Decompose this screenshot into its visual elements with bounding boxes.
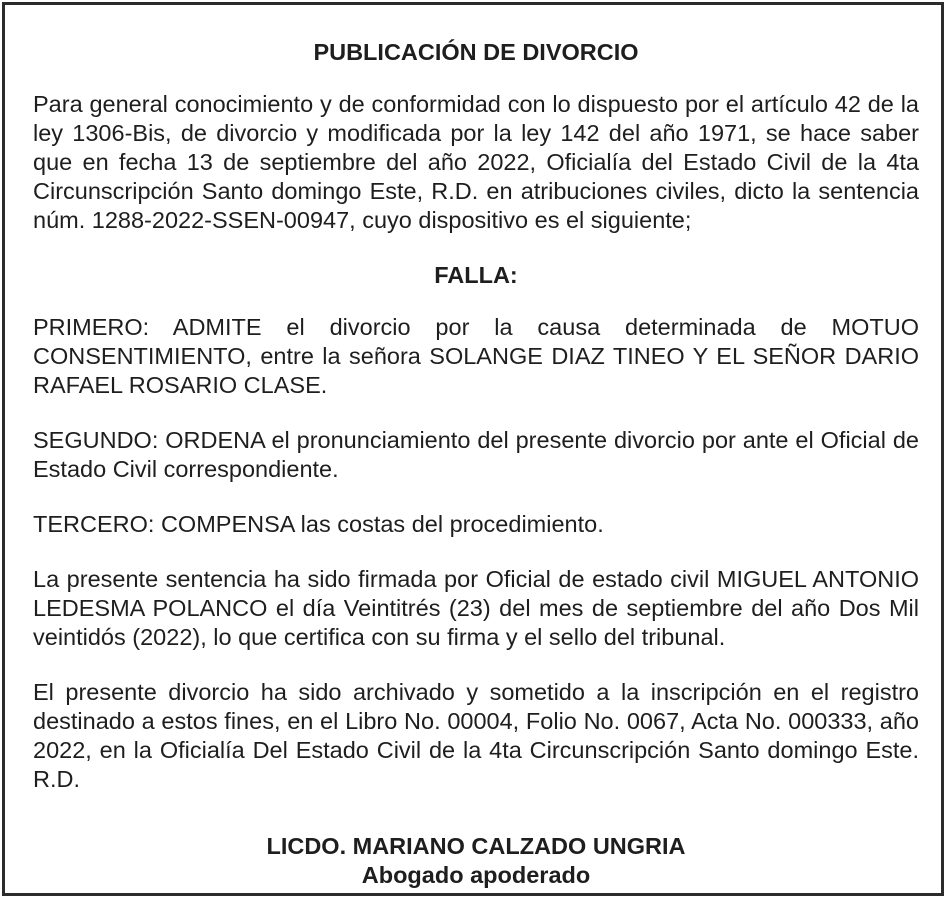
signer-role: Abogado apoderado xyxy=(361,862,591,888)
falla-heading: FALLA: xyxy=(434,262,518,288)
divorce-notice xyxy=(2,2,944,896)
archivo-paragraph: El presente divorcio ha sido archivado y sometido a la inscripción en el registro destinado a estos fines, en el Libro No. 00004, Folio No. 0067, Acta No. 000333, año 2022, en la Oficialía Del Estado Civil de la 4ta Circunscripción Santo domingo Este. R.D. xyxy=(33,679,919,792)
signature-block xyxy=(33,832,919,890)
signer-name: LICDO. MARIANO CALZADO UNGRIA xyxy=(266,833,686,859)
notice-content xyxy=(33,38,919,890)
tercero-paragraph: TERCERO: COMPENSA las costas del procedimiento. xyxy=(33,511,604,537)
firma-paragraph: La presente sentencia ha sido firmada por Oficial de estado civil MIGUEL ANTONIO LEDESMA POLANCO el día Veintitrés (23) del mes de septiembre del año Dos Mil veintidós (2022), lo que certifica con su firma y el sello del tribunal. xyxy=(33,566,919,650)
segundo-paragraph: SEGUNDO: ORDENA el pronunciamiento del presente divorcio por ante el Oficial de Estado Civil correspondiente. xyxy=(33,427,919,482)
primero-paragraph: PRIMERO: ADMITE el divorcio por la causa determinada de MOTUO CONSENTIMIENTO, entre la señora SOLANGE DIAZ TINEO Y EL SEÑOR DARIO RAFAEL ROSARIO CLASE. xyxy=(33,314,919,398)
notice-title: PUBLICACIÓN DE DIVORCIO xyxy=(313,39,639,65)
intro-paragraph: Para general conocimiento y de conformidad con lo dispuesto por el artículo 42 de la ley 1306-Bis, de divorcio y modificada por la ley 142 del año 1971, se hace saber que en fecha 13 de septiembre del año 2022, Oficialía del Estado Civil de la 4ta Circunscripción Santo domingo Este, R.D. en atribuciones civiles, dicto la sentencia núm. 1288-2022-SSEN-00947, cuyo dispositivo es el siguiente; xyxy=(33,91,919,233)
